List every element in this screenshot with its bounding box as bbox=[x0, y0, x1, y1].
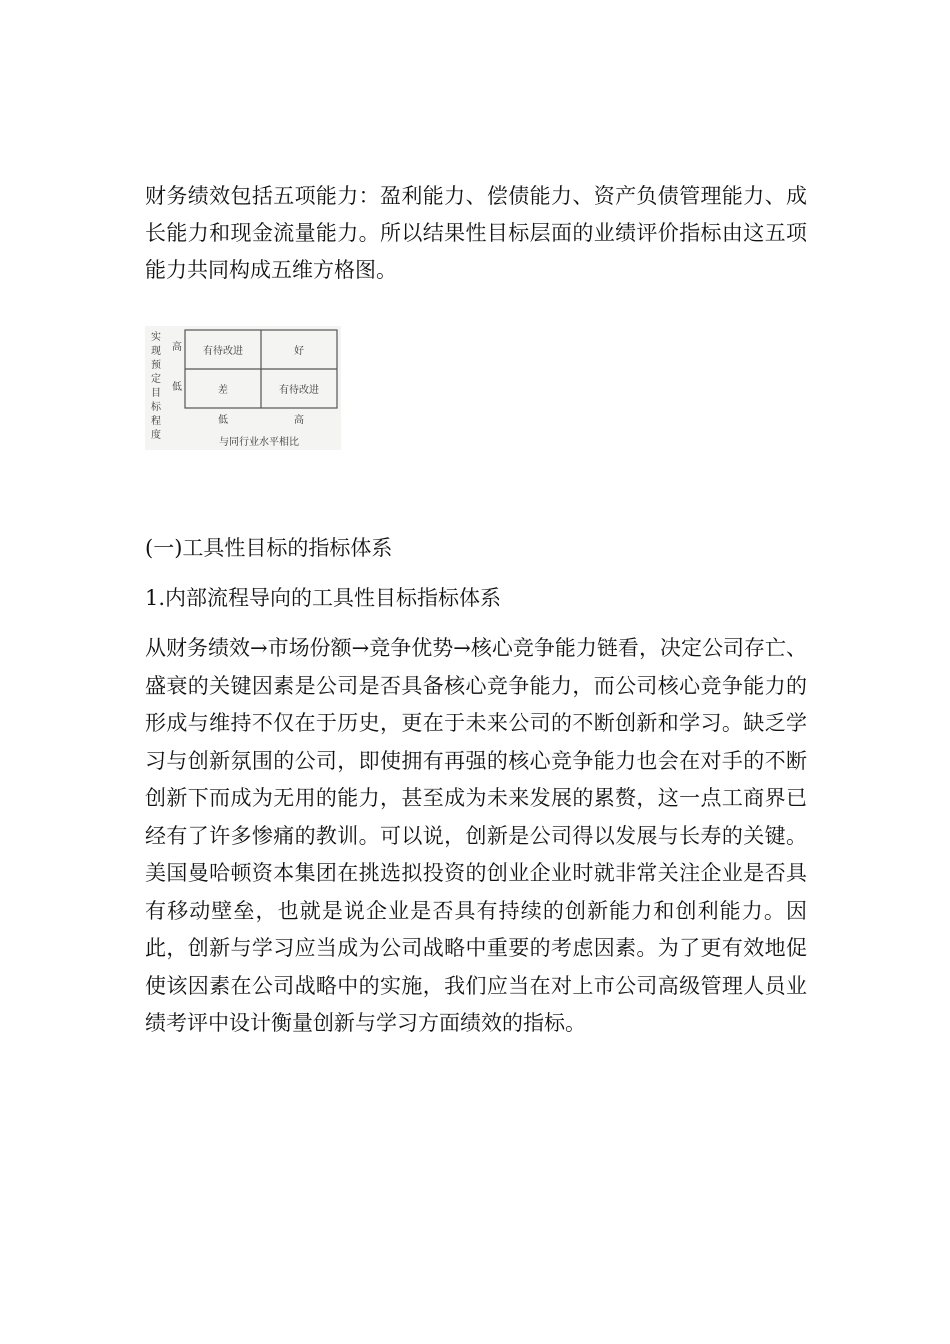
subsection-heading-internal-process: 1.内部流程导向的工具性目标指标体系 bbox=[145, 586, 502, 610]
y-axis-char-2: 预 bbox=[151, 360, 161, 371]
x-axis-caption: 与同行业水平相比 bbox=[219, 437, 299, 448]
cell-top-left: 有待改进 bbox=[203, 346, 243, 357]
x-low-label: 低 bbox=[218, 415, 228, 426]
cell-bottom-right: 有待改进 bbox=[279, 385, 319, 396]
paragraph-financial-performance: 财务绩效包括五项能力：盈利能力、偿债能力、资产负债管理能力、成长能力和现金流量能力。所以结果性目标层面的业绩评价指标由这五项能力共同构成五维方格图。 bbox=[145, 184, 807, 282]
y-axis-char-6: 程 bbox=[151, 416, 161, 427]
y-axis-char-1: 现 bbox=[151, 346, 161, 357]
y-axis-char-5: 标 bbox=[151, 402, 161, 413]
y-high-label: 高 bbox=[172, 342, 182, 353]
y-low-label: 低 bbox=[172, 382, 182, 393]
x-high-label: 高 bbox=[294, 415, 304, 426]
y-axis-char-4: 目 bbox=[151, 388, 161, 399]
section-heading-instrumental-goals: (一)工具性目标的指标体系 bbox=[145, 536, 393, 560]
y-axis-char-0: 实 bbox=[151, 332, 161, 343]
five-dimension-grid-figure bbox=[145, 326, 341, 450]
grid-figure-svg bbox=[145, 326, 341, 450]
cell-top-right: 好 bbox=[294, 346, 304, 357]
paragraph-core-competence: 从财务绩效→市场份额→竞争优势→核心竞争能力链看，决定公司存亡、盛衰的关键因素是公司是否具备核心竞争能力，而公司核心竞争能力的形成与维持不仅在于历史，更在于未来公司的不断创新和学习。缺乏学习与创新氛围的公司，即使拥有再强的核心竞争能力也会在对手的不断创新下而成为无用的能力，甚至成为未来发展的累赘，这一点工商界已经有了许多惨痛的教训。可以说，创新是公司得以发展与长寿的关键。美国曼哈顿资本集团在挑选拟投资的创业企业时就非常关注企业是否具有移动壁垒，也就是说企业是否具有持续的创新能力和创利能力。因此，创新与学习应当成为公司战略中重要的考虑因素。为了更有效地促使该因素在公司战略中的实施，我们应当在对上市公司高级管理人员业绩考评中设计衡量创新与学习方面绩效的指标。 bbox=[145, 636, 807, 1035]
y-axis-char-7: 度 bbox=[151, 430, 161, 441]
cell-bottom-left: 差 bbox=[218, 385, 228, 396]
y-axis-char-3: 定 bbox=[151, 374, 161, 385]
